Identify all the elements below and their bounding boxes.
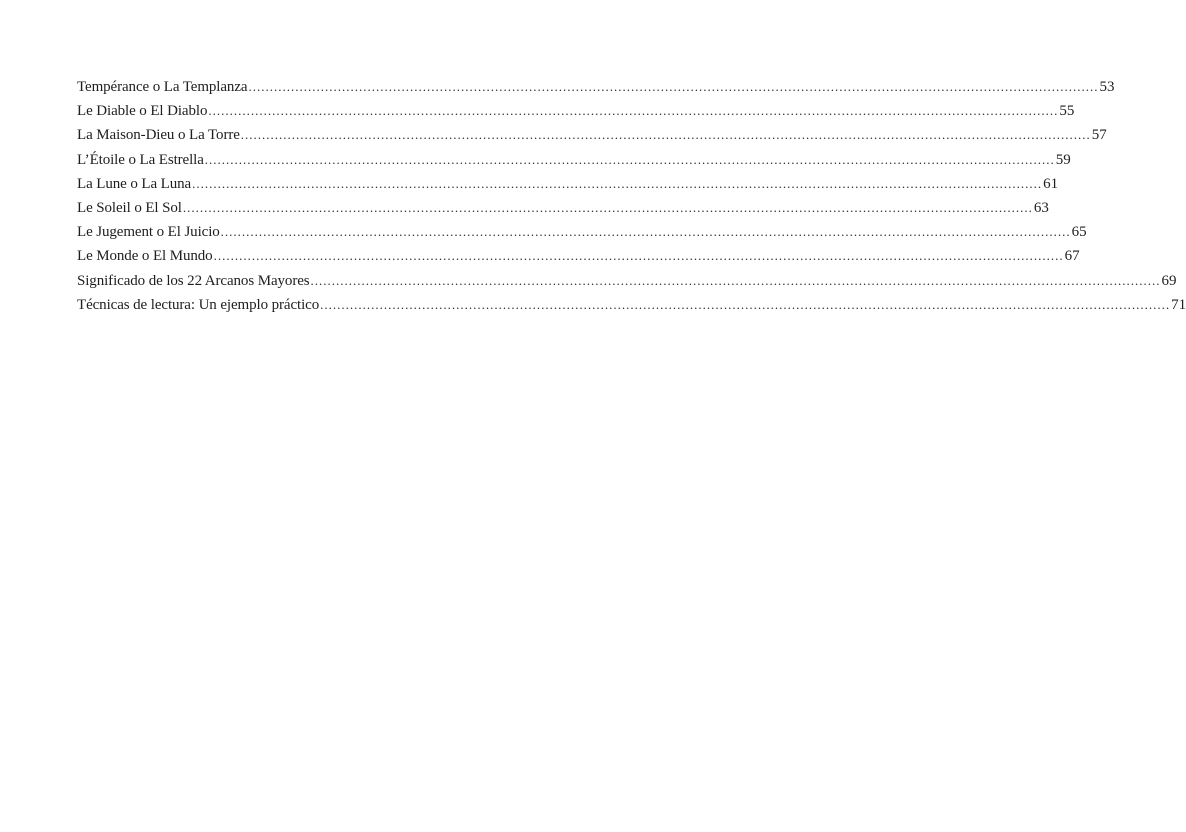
toc-entry-title: Técnicas de lectura: Un ejemplo práctico <box>77 296 320 313</box>
toc-entry[interactable] <box>77 123 1107 147</box>
toc-entry-page: 65 <box>1071 224 1087 241</box>
toc-entry-title: La Maison-Dieu o La Torre <box>77 127 240 144</box>
toc-entry-page: 61 <box>1043 175 1059 192</box>
toc-entry-page: 67 <box>1064 248 1080 265</box>
toc-leader-dots: ........................................................................................................................................................................................................ <box>240 127 1091 143</box>
toc-entry[interactable] <box>77 148 1071 172</box>
toc-entry-title: Significado de los 22 Arcanos Mayores <box>77 272 310 289</box>
toc-entry[interactable] <box>77 244 1080 268</box>
toc-entry-title: Le Diable o El Diablo <box>77 103 208 120</box>
toc-entry-page: 71 <box>1171 296 1186 313</box>
toc-leader-dots: ........................................................................................................................................................................................................ <box>248 79 1099 94</box>
toc-leader-dots: ........................................................................................................................................................................................................ <box>220 224 1071 240</box>
toc-entry[interactable] <box>77 75 1115 99</box>
toc-entry-page: 63 <box>1033 199 1049 216</box>
toc-entry-title: Le Jugement o El Juicio <box>77 224 220 241</box>
toc-entry-page: 59 <box>1055 151 1071 168</box>
toc-entry-title: Le Soleil o El Sol <box>77 199 182 216</box>
toc-leader-dots: ........................................................................................................................................................................................................ <box>310 272 1161 288</box>
toc-leader-dots: ........................................................................................................................................................................................................ <box>204 151 1055 167</box>
toc-entry[interactable] <box>77 196 1049 220</box>
toc-entry[interactable] <box>77 99 1075 123</box>
toc-leader-dots: ........................................................................................................................................................................................................ <box>208 103 1059 119</box>
toc-entry-page: 53 <box>1099 79 1115 95</box>
toc-entry-title: L’Étoile o La Estrella <box>77 151 204 168</box>
table-of-contents <box>77 75 1186 317</box>
toc-entry[interactable] <box>77 172 1059 196</box>
toc-leader-dots: ........................................................................................................................................................................................................ <box>320 296 1171 312</box>
toc-entry-page: 55 <box>1059 103 1075 120</box>
toc-entry[interactable] <box>77 269 1177 293</box>
toc-entry-page: 57 <box>1091 127 1107 144</box>
toc-entry-title: La Lune o La Luna <box>77 175 192 192</box>
toc-entry-page: 69 <box>1161 272 1177 289</box>
toc-entry[interactable] <box>77 293 1186 317</box>
toc-leader-dots: ........................................................................................................................................................................................................ <box>213 248 1064 264</box>
toc-entry-title: Le Monde o El Mundo <box>77 248 213 265</box>
toc-entry-title: Tempérance o La Templanza <box>77 79 248 95</box>
toc-entry[interactable] <box>77 220 1087 244</box>
toc-leader-dots: ........................................................................................................................................................................................................ <box>182 199 1033 215</box>
toc-leader-dots: ........................................................................................................................................................................................................ <box>192 175 1043 191</box>
